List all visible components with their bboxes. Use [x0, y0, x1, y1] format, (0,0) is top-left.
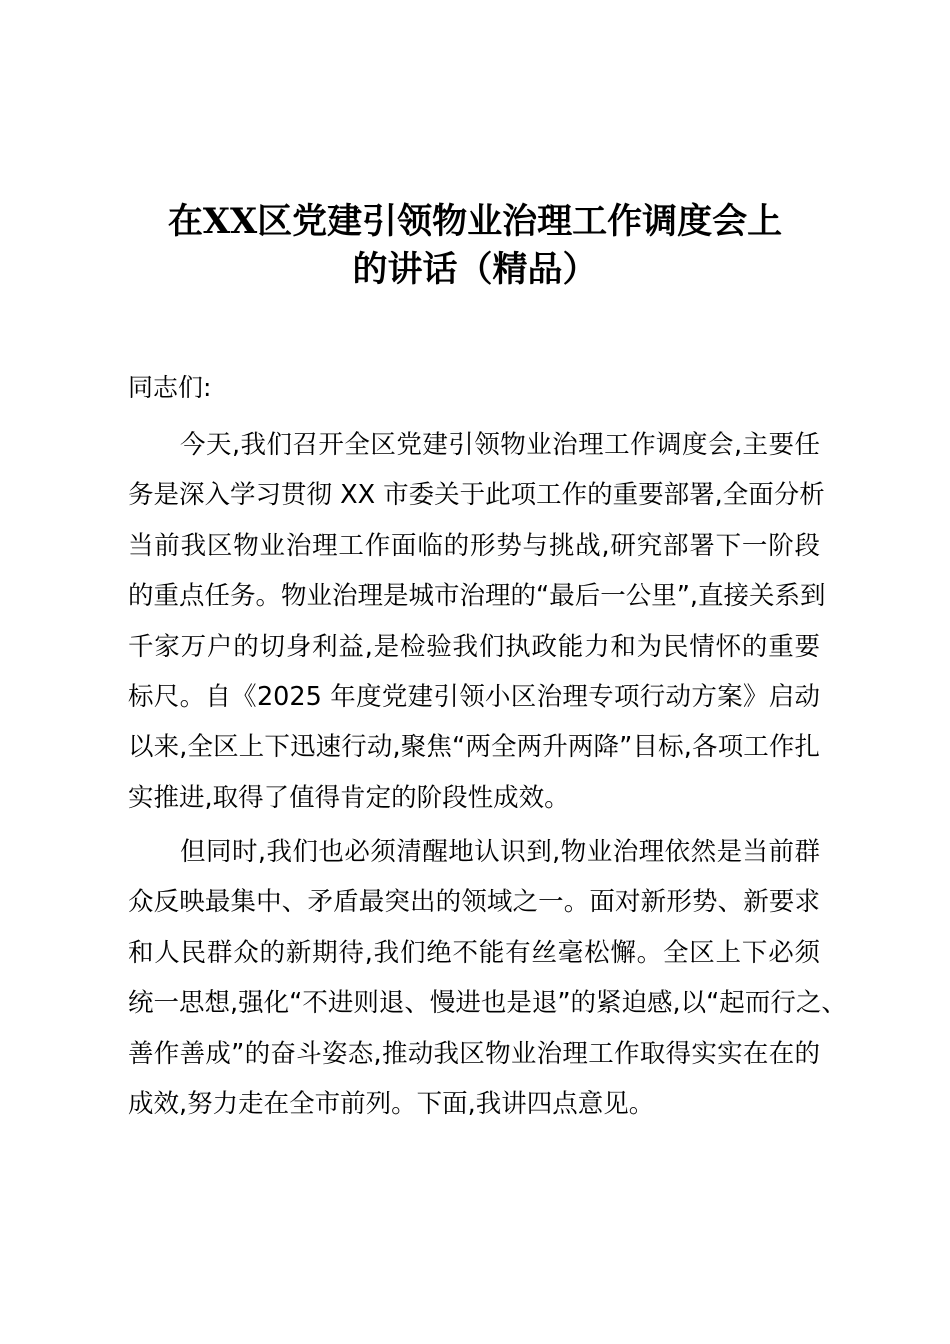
paragraph-line: 成效,努力走在全市前列。下面,我讲四点意见。 [128, 1088, 655, 1119]
paragraph-line: 务是深入学习贯彻 XX 市委关于此项工作的重要部署,全面分析 [128, 480, 825, 511]
document-title [0, 198, 950, 294]
paragraph-line: 和人民群众的新期待,我们绝不能有丝毫松懈。全区上下必须 [128, 937, 820, 968]
paragraph-line: 标尺。自《2025 年度党建引领小区治理专项行动方案》启动 [128, 681, 820, 712]
paragraph-line: 实推进,取得了值得肯定的阶段性成效。 [128, 782, 570, 813]
greeting: 同志们: [128, 373, 212, 402]
title-line: 的讲话（精品） [352, 249, 598, 290]
paragraph-2 [128, 834, 847, 1136]
paragraph-line: 但同时,我们也必须清醒地认识到,物业治理依然是当前群 [180, 837, 820, 867]
paragraph-line: 以来,全区上下迅速行动,聚焦“两全两升两降”目标,各项工作扎 [128, 732, 820, 763]
paragraph-line: 的重点任务。物业治理是城市治理的“最后一公里”,直接关系到 [128, 581, 826, 612]
paragraph-1 [128, 427, 826, 830]
paragraph-line: 统一思想,强化“不进则退、慢进也是退”的紧迫感,以“起而行之、 [128, 988, 847, 1019]
title-line: 在XX区党建引领物业治理工作调度会上 [167, 201, 783, 242]
paragraph-line: 善作善成”的奋斗姿态,推动我区物业治理工作取得实实在在的 [128, 1038, 820, 1069]
paragraph-line: 当前我区物业治理工作面临的形势与挑战,研究部署下一阶段 [128, 530, 820, 561]
paragraph-line: 今天,我们召开全区党建引领物业治理工作调度会,主要任 [180, 430, 820, 460]
paragraph-line: 千家万户的切身利益,是检验我们执政能力和为民情怀的重要 [128, 631, 820, 662]
paragraph-line: 众反映最集中、矛盾最突出的领域之一。面对新形势、新要求 [128, 887, 820, 918]
